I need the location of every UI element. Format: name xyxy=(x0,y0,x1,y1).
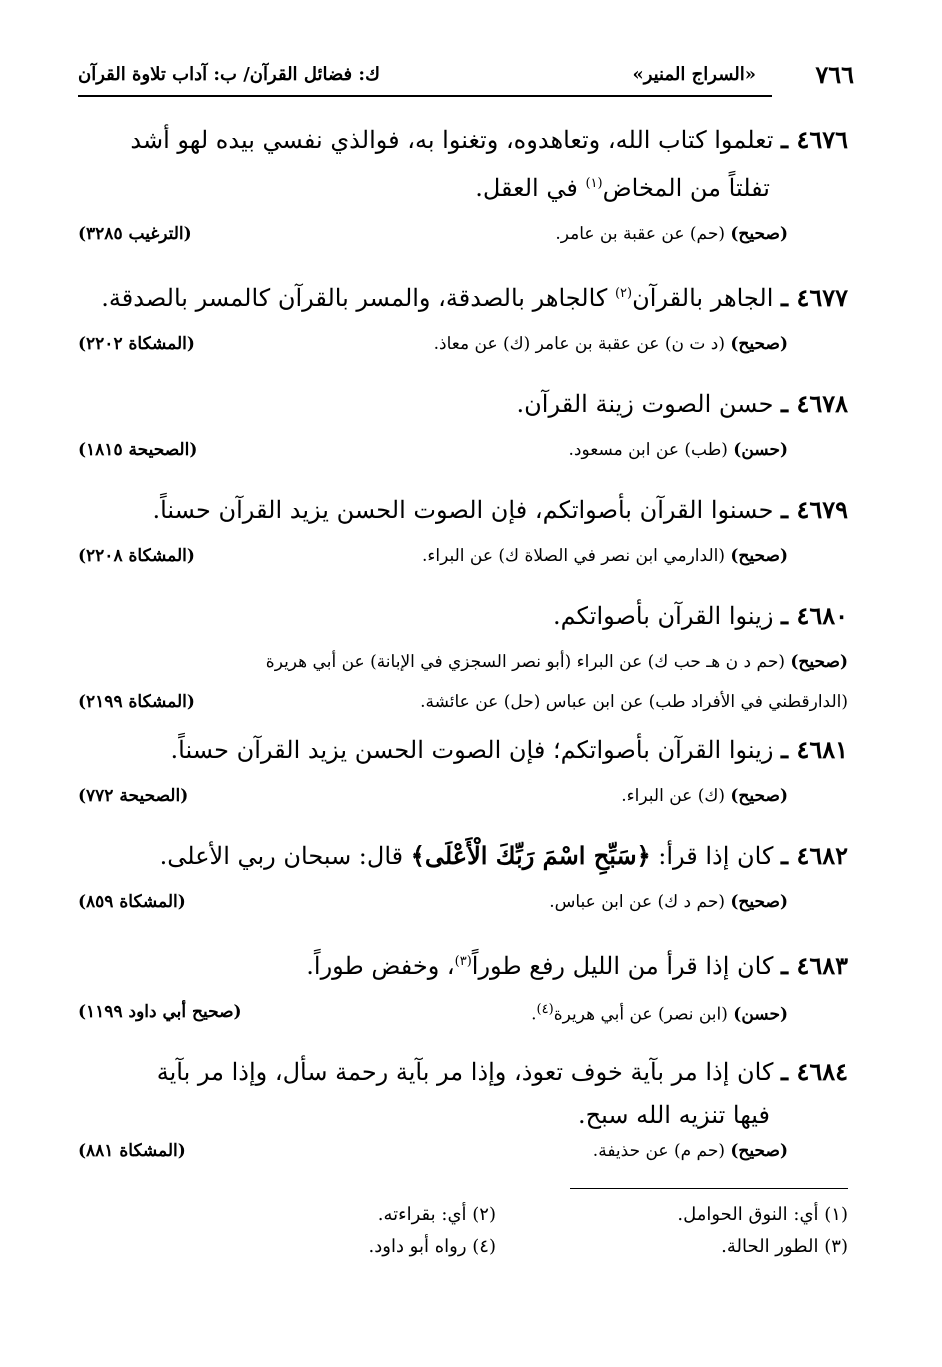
hadith-text: حسنوا القرآن بأصواتكم، فإن الصوت الحسن يزيد القرآن حسناً. xyxy=(152,496,774,524)
hadith-4682 xyxy=(78,834,848,878)
hadith-text-cont: فيها تنزيه الله سبح. xyxy=(578,1101,770,1129)
source-text: (طب) عن ابن مسعود. xyxy=(568,440,734,460)
grade: (صحيح) xyxy=(730,224,788,244)
footnote-row xyxy=(78,1236,848,1268)
source-text: (ك) عن البراء. xyxy=(621,786,731,806)
footnote-text: أي: بقراءته. xyxy=(377,1204,473,1225)
footnote-mark: (٣) xyxy=(454,954,472,969)
reference-4684 xyxy=(78,1137,848,1181)
footnote-4 xyxy=(369,1236,496,1257)
hadith-4680 xyxy=(78,594,848,638)
citation: (صحيح أبي داود ١١٩٩) xyxy=(78,1002,242,1022)
grade: (صحيح) xyxy=(730,334,788,354)
hadith-4684 xyxy=(78,1050,848,1137)
source-text: (حم م) عن حذيفة. xyxy=(592,1141,731,1161)
source-text: (حم د ن هـ حب ك) عن البراء (أبو نصر السجزي في الإبانة) عن أبي هريرة xyxy=(265,652,791,672)
hadith-text: تعلموا كتاب الله، وتعاهدوه، وتغنوا به، فوالذي نفسي بيده لهو أشد xyxy=(130,126,774,154)
source xyxy=(549,892,788,912)
reference-4678 xyxy=(78,430,848,474)
hadith-list xyxy=(78,118,848,1195)
hadith-text: كان إذا مر بآية خوف تعوذ، وإذا مر بآية رحمة سأل، وإذا مر بآية xyxy=(156,1058,774,1086)
hadith-text-cont xyxy=(78,162,848,210)
source-text: . xyxy=(531,1004,537,1025)
hadith-4679 xyxy=(78,488,848,532)
footnote-mark: (٤) xyxy=(472,1236,496,1257)
reference-4679 xyxy=(78,536,848,580)
hadith-text: كالجاهر بالصدقة، والمسر بالقرآن كالمسر بالصدقة. xyxy=(101,284,615,312)
hadith-4678 xyxy=(78,382,848,426)
source xyxy=(422,546,788,566)
citation: (المشكاة ٢٢٠٨) xyxy=(78,546,195,566)
hadith-number: ٤٦٨٤ ـ xyxy=(781,1057,848,1086)
hadith-text: زينوا القرآن بأصواتكم؛ فإن الصوت الحسن يزيد القرآن حسناً. xyxy=(170,736,774,764)
hadith-number: ٤٦٨٣ ـ xyxy=(781,951,848,980)
citation: (المشكاة ٢١٩٩) xyxy=(78,692,195,712)
source xyxy=(568,440,788,460)
footnote-rule xyxy=(570,1188,848,1189)
hadith-text: ، وخفض طوراً. xyxy=(306,952,455,980)
grade: (صحيح) xyxy=(730,546,788,566)
reference-4681 xyxy=(78,776,848,820)
grade: (صحيح) xyxy=(730,786,788,806)
hadith-number: ٤٦٨١ ـ xyxy=(781,735,848,764)
source xyxy=(555,224,788,244)
grade: (صحيح) xyxy=(790,652,848,672)
source xyxy=(593,1141,788,1161)
page-number: ٧٦٦ xyxy=(815,60,854,89)
hadith-text: الجاهر بالقرآن xyxy=(632,284,774,312)
source xyxy=(621,786,788,806)
source-text: (حم) عن عقبة بن عامر. xyxy=(555,224,731,244)
hadith-text: زينوا القرآن بأصواتكم. xyxy=(552,602,774,630)
citation: (الترغيب ٣٢٨٥) xyxy=(78,224,192,244)
citation: (المشكاة ٢٢٠٢) xyxy=(78,334,195,354)
citation: (الصحيحة ٧٧٢) xyxy=(78,786,189,806)
chapter-title: ك: فضائل القرآن/ ب: آداب تلاوة القرآن xyxy=(78,64,380,85)
footnote-row xyxy=(78,1204,848,1236)
footnote-mark: (١) xyxy=(585,176,603,191)
footnote-mark: (٢) xyxy=(614,286,633,301)
citation: (المشكاة ٨٥٩) xyxy=(78,892,186,912)
hadith-number: ٤٦٨٠ ـ xyxy=(781,601,848,630)
footnote-text: الطور الحالة. xyxy=(721,1236,825,1257)
source-line-2 xyxy=(78,682,848,722)
header-rule xyxy=(78,95,772,97)
hadith-4683 xyxy=(78,940,848,988)
source-text: (الدارمي ابن نصر في الصلاة ك) عن البراء. xyxy=(421,546,731,566)
footnote-1 xyxy=(677,1204,848,1225)
footnote-text: أي: النوق الحوامل. xyxy=(677,1204,825,1225)
hadith-number: ٤٦٧٦ ـ xyxy=(781,125,848,154)
citation: (المشكاة ٨٨١) xyxy=(78,1141,186,1161)
book-title: «السراج المنير» xyxy=(632,64,756,85)
reference-4676 xyxy=(78,214,848,258)
footnote-text: رواه أبو داود. xyxy=(368,1236,473,1257)
source-text: (د ت ن) عن عقبة بن عامر (ك) عن معاذ. xyxy=(433,334,731,354)
source-text: (الدارقطني في الأفراد طب) عن ابن عباس (حل) عن عائشة. xyxy=(420,692,848,712)
footnote-mark: (٣) xyxy=(824,1236,848,1257)
source-line-1 xyxy=(78,642,848,682)
running-header xyxy=(78,58,854,90)
citation: (الصحيحة ١٨١٥) xyxy=(78,440,198,460)
hadith-number: ٤٦٧٩ ـ xyxy=(781,495,848,524)
reference-4677 xyxy=(78,324,848,368)
hadith-number: ٤٦٧٧ ـ xyxy=(781,283,848,312)
reference-4682 xyxy=(78,882,848,926)
hadith-text: قال: سبحان ربي الأعلى. xyxy=(159,842,411,870)
hadith-text-part: في العقل. xyxy=(475,174,586,202)
hadith-4677 xyxy=(78,272,848,320)
hadith-number: ٤٦٧٨ ـ xyxy=(781,389,848,418)
source xyxy=(434,334,788,354)
quran-verse: ﴿سَبِّحِ اسْمَ رَبِّكَ الْأَعْلَى﴾ xyxy=(410,841,651,870)
hadith-text: حسن الصوت زينة القرآن. xyxy=(516,390,774,418)
footnote-mark: (٢) xyxy=(472,1204,496,1225)
reference-4680 xyxy=(78,642,848,722)
hadith-text: كان إذا قرأ من الليل رفع طوراً xyxy=(471,952,774,980)
hadith-4681 xyxy=(78,728,848,772)
hadith-number: ٤٦٨٢ ـ xyxy=(781,841,848,870)
footnote-2 xyxy=(378,1204,496,1225)
source-text: (ابن نصر) عن أبي هريرة xyxy=(553,1004,734,1025)
grade: (حسن) xyxy=(733,440,788,460)
grade: (صحيح) xyxy=(730,1141,788,1161)
footnote-3 xyxy=(721,1236,848,1257)
source-text: (حم د ك) عن ابن عباس. xyxy=(549,892,731,912)
grade: (صحيح) xyxy=(730,892,788,912)
hadith-text-part: تفلتاً من المخاض xyxy=(602,174,770,202)
hadith-text: كان إذا قرأ: xyxy=(650,842,774,870)
source xyxy=(531,1002,788,1025)
footnotes xyxy=(78,1204,848,1268)
hadith-4676 xyxy=(78,118,848,210)
grade: (حسن) xyxy=(733,1004,788,1025)
footnote-mark: (١) xyxy=(824,1204,848,1225)
footnote-mark: (٤) xyxy=(536,1002,554,1017)
reference-4683 xyxy=(78,992,848,1036)
